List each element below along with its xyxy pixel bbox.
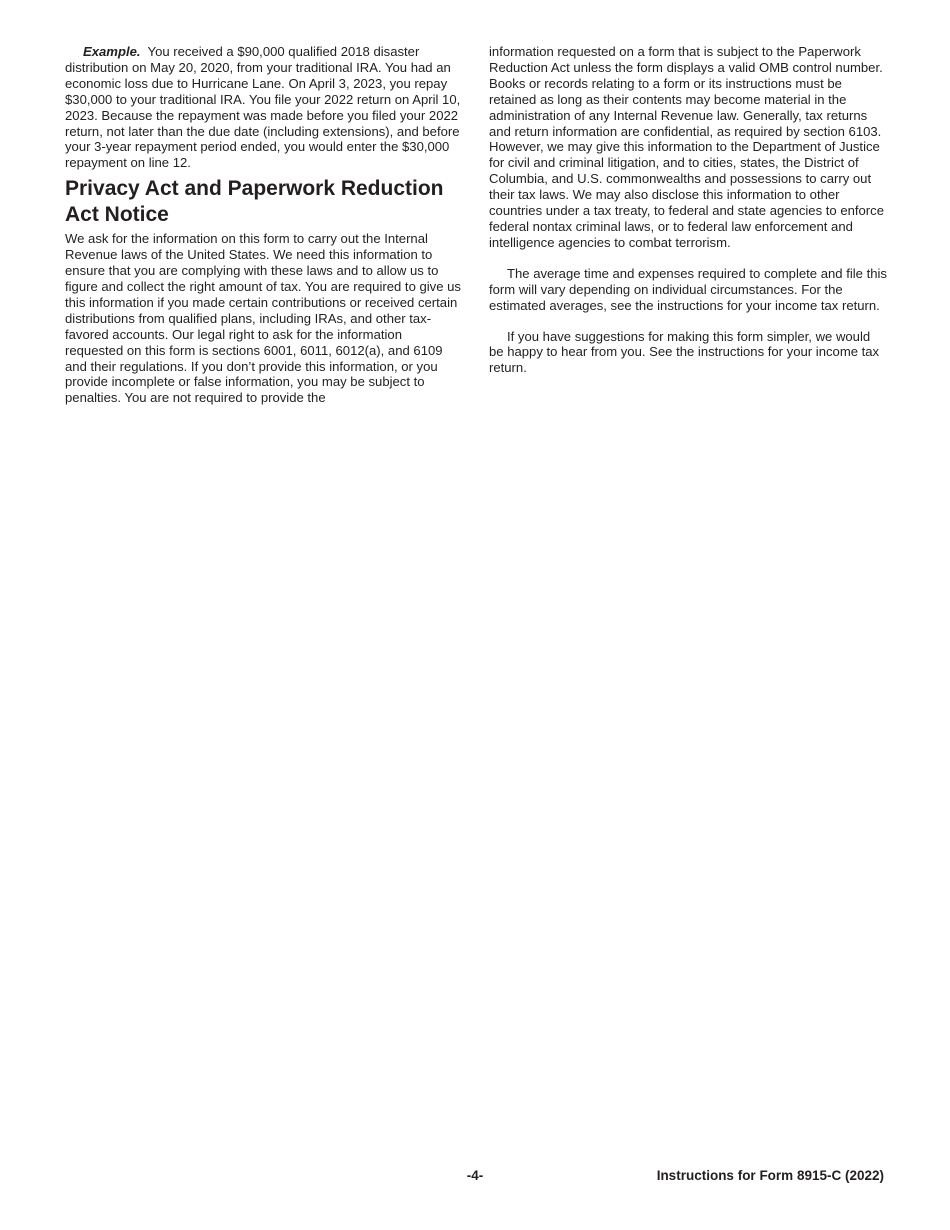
right-column	[489, 44, 887, 376]
left-column	[65, 44, 463, 406]
suggestions-paragraph: If you have suggestions for making this form simpler, we would be happy to hear from you. See the instructions for your income tax return.	[489, 328, 880, 376]
page-number: -4-	[466, 1168, 484, 1183]
continuation-paragraph: information requested on a form that is subject to the Paperwork Reduction Act unless the form displays a valid OMB control number. Books or records relating to a form or its instructions must be retained as long as their contents may become material in the administration of any Internal Revenue law. Generally, tax returns and return information are confidential, as required by section 6103. However, we may give this information to the Department of Justice for civil and criminal litigation, and to cities, states, the District of Columbia, and U.S. commonwealths and possessions to carry out their tax laws. We may also disclose this information to other countries under a tax treaty, to federal and state agencies to enforce federal nontax criminal laws, or to federal law enforcement and intelligence agencies to combat terrorism.	[489, 44, 884, 250]
form-title: Instructions for Form 8915-C (2022)	[656, 1168, 884, 1183]
section-heading: Privacy Act and Paperwork Reduction Act Notice	[65, 177, 444, 227]
example-lead: Example.	[83, 44, 141, 59]
example-paragraph	[65, 44, 463, 171]
example-text: You received a $90,000 qualified 2018 disaster distribution on May 20, 2020, from your traditional IRA. You had an economic loss due to Hurricane Lane. On April 3, 2023, you repay $30,000 to your traditional IRA. You file your 2022 return on April 10, 2023. Because the repayment was made before you filed your 2022 return, not later than the due date (including extensions), and before your 3-year repayment period ended, you would enter the $30,000 repayment on line 12.	[65, 44, 461, 171]
privacy-paragraph: We ask for the information on this form to carry out the Internal Revenue laws of the United States. We need this information to ensure that you are complying with these laws and to allow us to figure and collect the right amount of tax. You are required to give us this information if you made certain contributions or received certain distributions from qualified plans, including IRAs, and other tax-favored accounts. Our legal right to ask for the information requested on this form is sections 6001, 6011, 6012(a), and 6109 and their regulations. If you don’t provide this information, or you provide incomplete or false information, you may be subject to penalties. You are not required to provide the	[65, 231, 461, 406]
time-paragraph: The average time and expenses required to complete and file this form will vary depending on individual circumstances. For the estimated averages, see the instructions for your income tax return.	[489, 265, 887, 313]
